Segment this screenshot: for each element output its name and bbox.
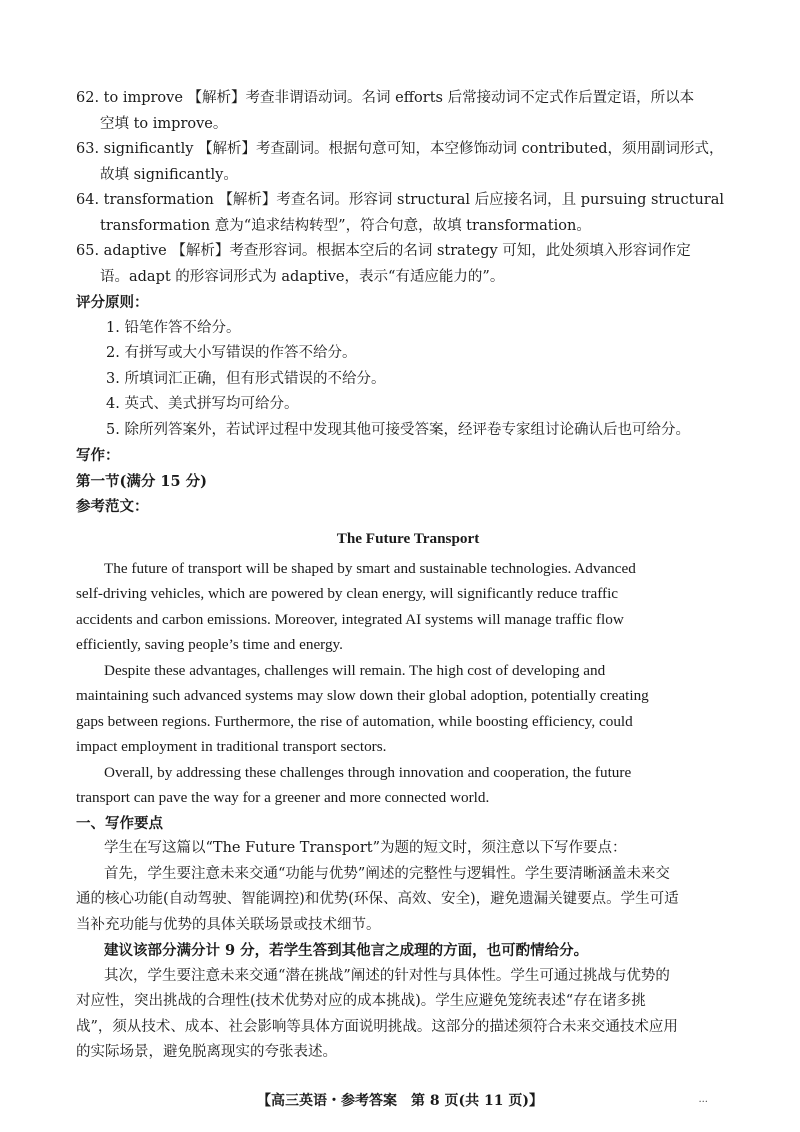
answer-line: 故填 significantly。 <box>100 166 238 183</box>
answer-65 <box>76 239 740 290</box>
writing-section <box>76 443 740 1066</box>
page-footer: 【高三英语・参考答案 第 8 页(共 11 页)】 <box>257 1093 543 1109</box>
essay-line: self-driving vehicles, which are powered by clean energy, will significantly reduce traffic <box>76 585 619 602</box>
essay-line: transport can pave the way for a greener and more connected world. <box>76 789 490 806</box>
points-line: 通的核心功能(自动驾驶、智能调控)和优势(环保、高效、安全)，避免遗漏关键要点。学生可适 <box>76 891 679 907</box>
sample-label: 参考范文： <box>76 498 149 515</box>
scoring-item: 4. 英式、美式拼写均可给分。 <box>106 396 299 412</box>
essay-line: Despite these advantages, challenges will remain. The high cost of developing and <box>104 661 606 679</box>
points-line: 对应性，突出挑战的合理性(技术优势对应的成本挑战)。学生应避免笼统表述“存在诸多挑 <box>76 993 646 1009</box>
answer-line: 空填 to improve。 <box>100 115 228 132</box>
writing-points-heading: 一、写作要点 <box>76 814 163 832</box>
section-heading: 第一节(满分 15 分) <box>76 472 207 490</box>
answer-line: 语。adapt 的形容词形式为 adaptive，表示“有适应能力的”。 <box>100 268 505 285</box>
essay-body <box>76 556 740 811</box>
essay-line: maintaining such advanced systems may slow down their global adoption, potentially creating <box>76 687 649 704</box>
answer-line: 64. transformation 【解析】考查名词。形容词 structural 后应接名词，且 pursuing structural <box>76 192 725 208</box>
answer-line: 62. to improve 【解析】考查非谓语动词。名词 efforts 后常接动词不定式作后置定语，所以本 <box>76 90 695 106</box>
answer-62 <box>76 86 740 137</box>
scoring-item: 5. 除所列答案外，若试评过程中发现其他可接受答案，经评卷专家组讨论确认后也可给分。 <box>106 421 690 438</box>
essay-line: gaps between regions. Furthermore, the rise of automation, while boosting efficiency, could <box>76 712 633 730</box>
answer-line: 63. significantly 【解析】考查副词。根据句意可知，本空修饰动词 contributed，须用副词形式， <box>76 141 724 157</box>
answer-64 <box>76 188 740 239</box>
scoring-item: 1. 铅笔作答不给分。 <box>106 319 241 336</box>
points-line: 战”，须从技术、成本、社会影响等具体方面说明挑战。这部分的描述须符合未来交通技术应用 <box>76 1018 678 1035</box>
essay-line: impact employment in traditional transport sectors. <box>76 738 387 755</box>
answer-63 <box>76 137 740 188</box>
essay-line: Overall, by addressing these challenges through innovation and cooperation, the future <box>104 763 632 781</box>
points-line: 建议该部分满分计 9 分，若学生答到其他言之成理的方面，也可酌情给分。 <box>104 942 589 959</box>
points-line: 的实际场景，避免脱离现实的夸张表述。 <box>76 1044 337 1060</box>
scoring-item: 3. 所填词汇正确，但有形式错误的不给分。 <box>106 370 386 387</box>
writing-heading: 写作： <box>76 447 120 464</box>
answer-line: transformation 意为“追求结构转型”，符合句意，故填 transformation。 <box>100 217 591 234</box>
points-line: 当补充功能与优势的具体关联场景或技术细节。 <box>76 916 381 933</box>
footer-dots: ... <box>698 1094 708 1105</box>
points-line: 首先，学生要注意未来交通“功能与优势”阐述的完整性与逻辑性。学生要清晰涵盖未来交 <box>104 865 670 882</box>
essay-line: accidents and carbon emissions. Moreover, integrated AI systems will manage traffic flow <box>76 610 624 628</box>
answer-line: 65. adaptive 【解析】考查形容词。根据本空后的名词 strategy 可知，此处须填入形容词作定 <box>76 243 691 259</box>
scoring-heading: 评分原则： <box>76 294 149 311</box>
essay-line: efficiently, saving people’s time and energy. <box>76 636 343 653</box>
points-line: 学生在写这篇以“The Future Transport”为题的短文时，须注意以下写作要点： <box>104 840 627 856</box>
writing-points <box>76 836 740 1066</box>
essay-title: The Future Transport <box>336 529 480 547</box>
essay-line: The future of transport will be shaped by smart and sustainable technologies. Advanced <box>104 559 636 577</box>
scoring-section <box>76 290 740 443</box>
points-line: 其次，学生要注意未来交通“潜在挑战”阐述的针对性与具体性。学生可通过挑战与优势的 <box>104 967 670 984</box>
scoring-item: 2. 有拼写或大小写错误的作答不给分。 <box>106 345 357 361</box>
